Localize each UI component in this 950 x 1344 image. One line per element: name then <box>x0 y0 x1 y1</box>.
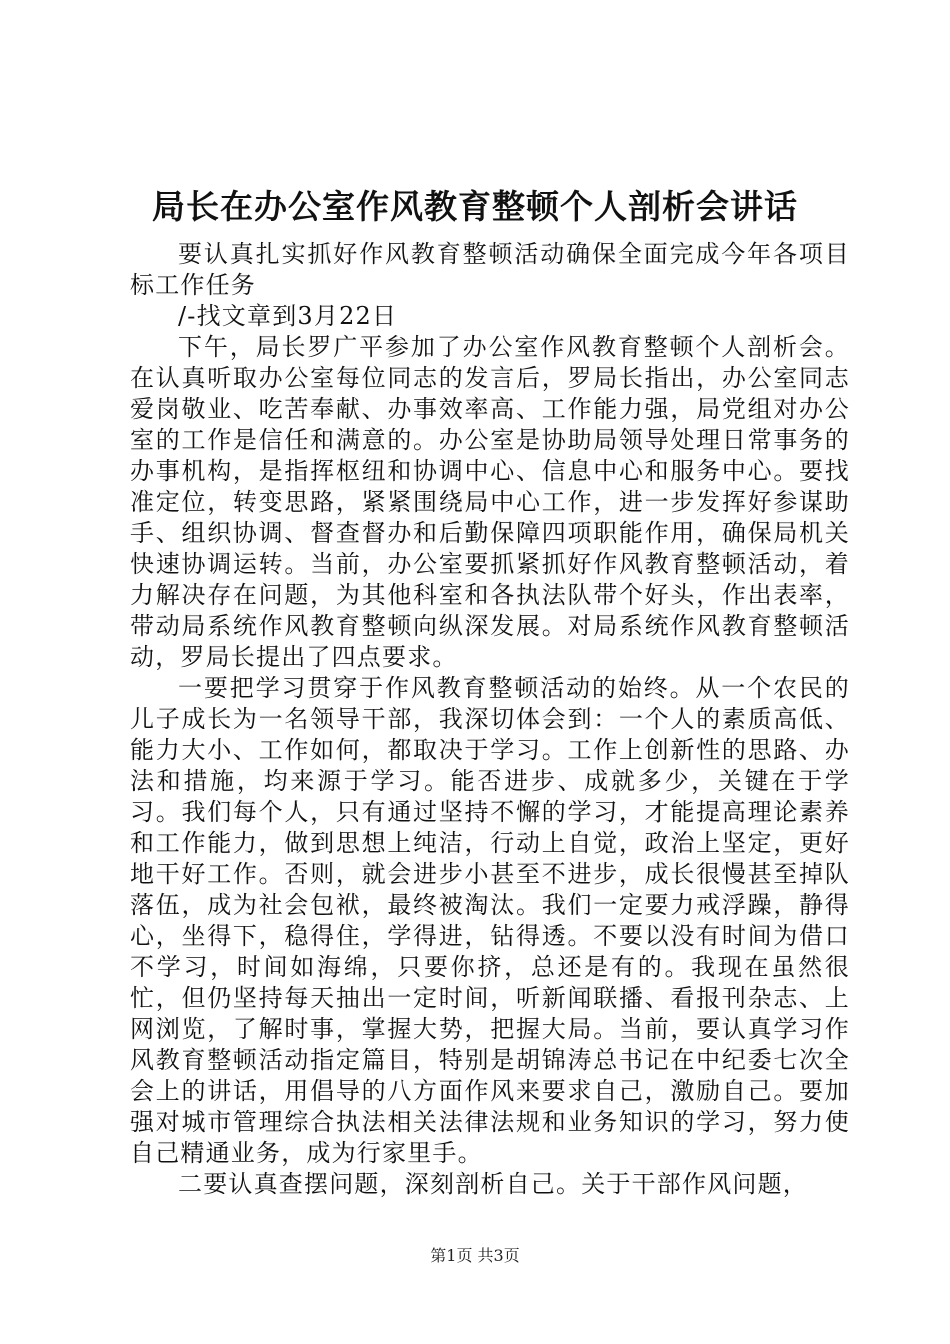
page-number-footer: 第1页 共3页 <box>430 1246 520 1265</box>
body-paragraph: 一要把学习贯穿于作风教育整顿活动的始终。从一个农民的儿子成长为一名领导干部，我深切体会到：一个人的素质高低、能力大小、工作如何，都取决于学习。工作上创新性的思路、办法和措施，均来源于学习。能否进步、成就多少，关键在于学习。我们每个人，只有通过坚持不懈的学习，才能提高理论素养和工作能力，做到思想上纯洁，行动上自觉，政治上坚定，更好地干好工作。否则，就会进步小甚至不进步，成长很慢甚至掉队落伍，成为社会包袱，最终被淘汰。我们一定要力戒浮躁，静得心，坐得下，稳得住，学得进，钻得透。不要以没有时间为借口不学习，时间如海绵，只要你挤，总还是有的。我现在虽然很忙，但仍坚持每天抽出一定时间，听新闻联播、看报刊杂志、上网浏览，了解时事，掌握大势，把握大局。当前，要认真学习作风教育整顿活动指定篇目，特别是胡锦涛总书记在中纪委七次全会上的讲话，用倡导的八方面作风来要求自己，激励自己。要加强对城市管理综合执法相关法律法规和业务知识的学习，努力使自己精通业务，成为行家里手。 <box>130 674 850 1167</box>
subtitle-paragraph: 要认真扎实抓好作风教育整顿活动确保全面完成今年各项目标工作任务 <box>130 240 850 299</box>
document-body <box>130 239 850 1200</box>
body-paragraph: 二要认真查摆问题，深刻剖析自己。关于干部作风问题， <box>178 1170 808 1198</box>
document-title: 局长在办公室作风教育整顿个人剖析会讲话 <box>152 187 798 226</box>
body-paragraph: 下午，局长罗广平参加了办公室作风教育整顿个人剖析会。在认真听取办公室每位同志的发言后，罗局长指出，办公室同志爱岗敬业、吃苦奉献、办事效率高、工作能力强，局党组对办公室的工作是信任和满意的。办公室是协助局领导处理日常事务的办事机构，是指挥枢纽和协调中心、信息中心和服务中心。要找准定位，转变思路，紧紧围绕局中心工作，进一步发挥好参谋助手、组织协调、督查督办和后勤保障四项职能作用，确保局机关快速协调运转。当前，办公室要抓紧抓好作风教育整顿活动，着力解决存在问题，为其他科室和各执法队带个好头，作出表率，带动局系统作风教育整顿向纵深发展。对局系统作风教育整顿活动，罗局长提出了四点要求。 <box>130 333 850 671</box>
date-paragraph: /-找文章到3月22日 <box>178 302 398 330</box>
